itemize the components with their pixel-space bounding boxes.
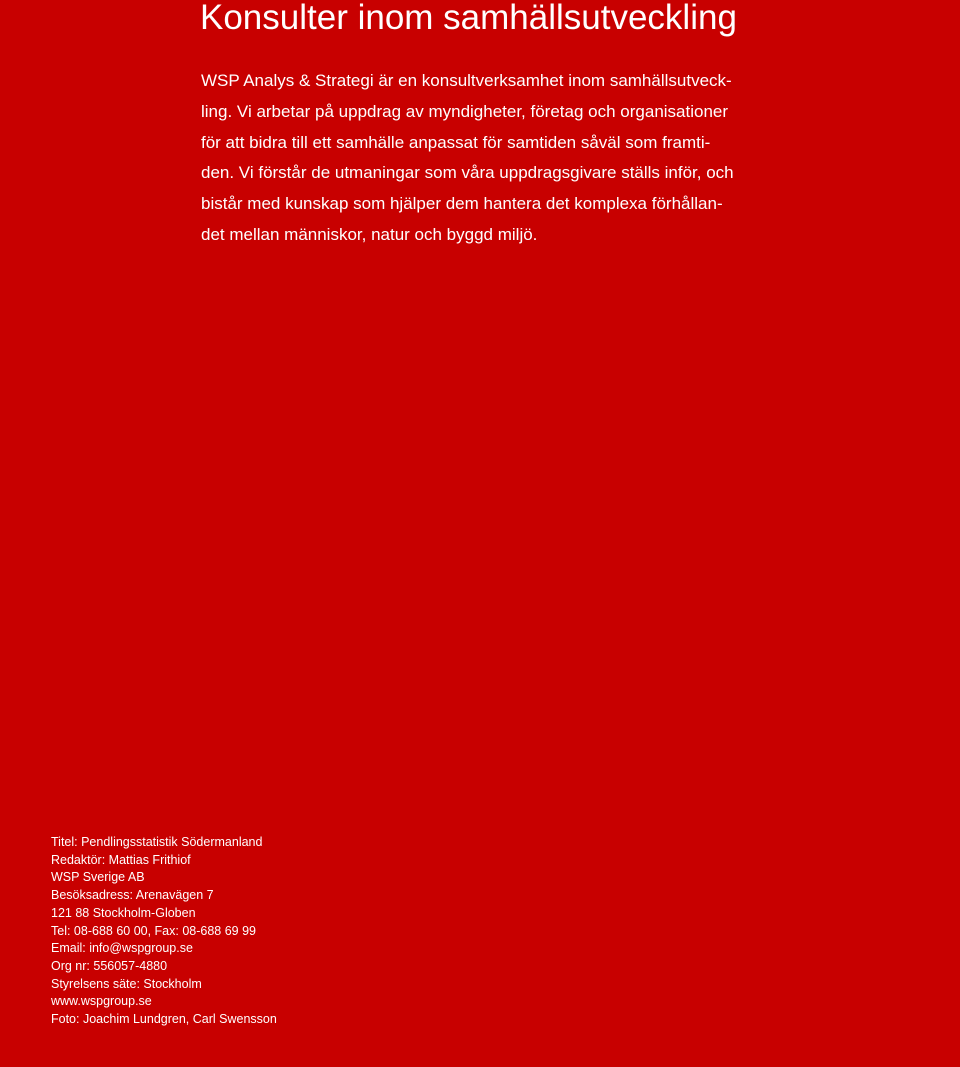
intro-line: för att bidra till ett samhälle anpassat för samtiden såväl som framti-: [201, 132, 711, 152]
colophon-postal-address: 121 88 Stockholm-Globen: [51, 905, 196, 920]
colophon: [51, 834, 451, 1029]
intro-paragraph: [201, 66, 771, 251]
intro-line: den. Vi förstår de utmaningar som våra uppdragsgivare ställs inför, och: [201, 163, 734, 183]
colophon-photo-credit: Foto: Joachim Lundgren, Carl Swensson: [51, 1012, 277, 1027]
colophon-visiting-address: Besöksadress: Arenavägen 7: [51, 888, 214, 903]
colophon-org-number: Org nr: 556057-4880: [51, 958, 168, 973]
colophon-title: Titel: Pendlingsstatistik Södermanland: [51, 835, 263, 849]
intro-line: WSP Analys & Strategi är en konsultverksamhet inom samhällsutveck-: [201, 71, 732, 90]
intro-line: bistår med kunskap som hjälper dem hantera det komplexa förhållan-: [201, 194, 723, 214]
intro-line: ling. Vi arbetar på uppdrag av myndigheter, företag och organisationer: [201, 101, 729, 121]
colophon-company: WSP Sverige AB: [51, 870, 145, 885]
colophon-editor: Redaktör: Mattias Frithiof: [51, 852, 191, 867]
intro-line: det mellan människor, natur och byggd miljö.: [201, 224, 538, 244]
colophon-website: www.wspgroup.se: [51, 994, 152, 1009]
colophon-registered-office: Styrelsens säte: Stockholm: [51, 976, 202, 991]
page-title: Konsulter inom samhällsutveckling: [200, 0, 737, 37]
colophon-phone-fax: Tel: 08-688 60 00, Fax: 08-688 69 99: [51, 923, 257, 938]
colophon-email: Email: info@wspgroup.se: [51, 941, 193, 956]
